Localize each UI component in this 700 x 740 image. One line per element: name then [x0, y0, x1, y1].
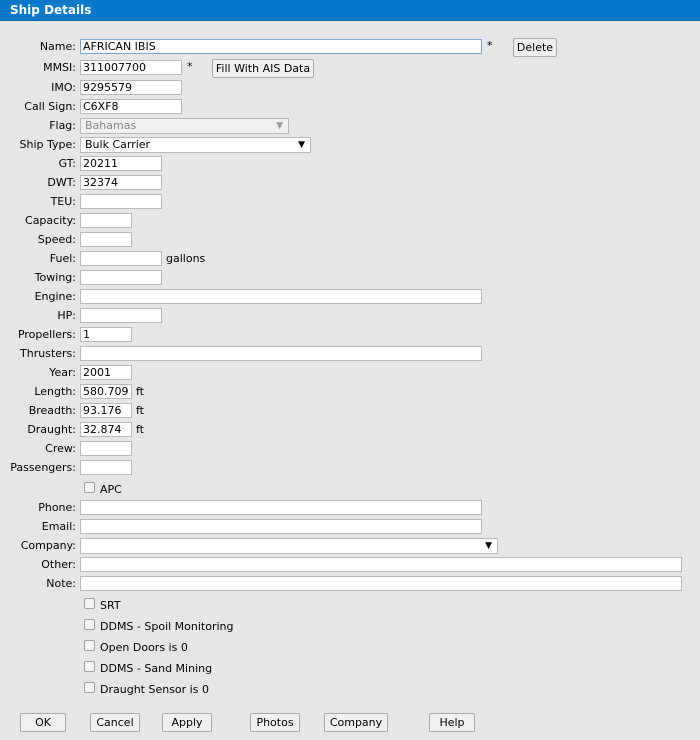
- propellers-label: Propellers:: [17, 328, 76, 341]
- towing-input[interactable]: [80, 270, 162, 285]
- imo-input[interactable]: 9295579: [80, 80, 182, 95]
- phone-label: Phone:: [38, 501, 76, 514]
- ddms-spoil-monitoring-checkbox[interactable]: [84, 619, 95, 630]
- note-label: Note:: [46, 577, 76, 590]
- company-select[interactable]: [80, 538, 498, 554]
- thrusters-input[interactable]: [80, 346, 482, 361]
- callsign-label: Call Sign:: [24, 100, 76, 113]
- ddms-sand-mining-checkbox-label[interactable]: DDMS - Sand Mining: [100, 662, 213, 675]
- apc-checkbox[interactable]: [84, 482, 95, 493]
- gt-label: GT:: [58, 157, 76, 170]
- email-label: Email:: [41, 520, 76, 533]
- fuel-input[interactable]: [80, 251, 162, 266]
- mmsi-required-marker: *: [187, 60, 193, 73]
- other-label: Other:: [41, 558, 76, 571]
- capacity-input[interactable]: [80, 213, 132, 228]
- gt-input[interactable]: 20211: [80, 156, 162, 171]
- shiptype-label: Ship Type:: [19, 138, 76, 151]
- dialog-titlebar: [0, 0, 700, 21]
- year-input[interactable]: 2001: [80, 365, 132, 380]
- length-label: Length:: [34, 385, 76, 398]
- note-input[interactable]: [80, 576, 682, 591]
- passengers-input[interactable]: [80, 460, 132, 475]
- breadth-label: Breadth:: [28, 404, 76, 417]
- length-input[interactable]: 580.709: [80, 384, 132, 399]
- imo-label: IMO:: [51, 81, 76, 94]
- speed-input[interactable]: [80, 232, 132, 247]
- dwt-input[interactable]: 32374: [80, 175, 162, 190]
- delete-button[interactable]: Delete: [513, 38, 557, 57]
- teu-input[interactable]: [80, 194, 162, 209]
- flag-select: [80, 118, 289, 134]
- company-label: Company:: [20, 539, 76, 552]
- capacity-label: Capacity:: [25, 214, 76, 227]
- chevron-down-icon[interactable]: ▼: [298, 140, 305, 150]
- shiptype-select-value: Bulk Carrier: [85, 138, 151, 151]
- propellers-input[interactable]: 1: [80, 327, 132, 342]
- crew-label: Crew:: [45, 442, 76, 455]
- year-label: Year:: [49, 366, 76, 379]
- apply-button[interactable]: Apply: [162, 713, 212, 732]
- photos-button[interactable]: Photos: [250, 713, 300, 732]
- email-input[interactable]: [80, 519, 482, 534]
- ddms-spoil-monitoring-checkbox-label[interactable]: DDMS - Spoil Monitoring: [100, 620, 234, 633]
- length-unit: ft: [136, 385, 144, 398]
- name-required-marker: *: [487, 39, 493, 52]
- chevron-down-icon: ▼: [276, 121, 283, 131]
- open-doors-checkbox[interactable]: [84, 640, 95, 651]
- help-button[interactable]: Help: [429, 713, 475, 732]
- srt-checkbox-label[interactable]: SRT: [100, 599, 121, 612]
- shiptype-select[interactable]: [80, 137, 311, 153]
- name-input[interactable]: AFRICAN IBIS: [80, 39, 482, 54]
- fuel-label: Fuel:: [49, 252, 76, 265]
- engine-input[interactable]: [80, 289, 482, 304]
- open-doors-checkbox-label[interactable]: Open Doors is 0: [100, 641, 188, 654]
- teu-label: TEU:: [50, 195, 76, 208]
- cancel-button[interactable]: Cancel: [90, 713, 140, 732]
- draught-sensor-checkbox[interactable]: [84, 682, 95, 693]
- draught-input[interactable]: 32.874: [80, 422, 132, 437]
- crew-input[interactable]: [80, 441, 132, 456]
- fuel-unit: gallons: [166, 252, 206, 265]
- draught-sensor-checkbox-label[interactable]: Draught Sensor is 0: [100, 683, 209, 696]
- flag-label: Flag:: [49, 119, 76, 132]
- fill-ais-data-button[interactable]: Fill With AIS Data: [212, 59, 314, 78]
- company-button[interactable]: Company: [324, 713, 388, 732]
- chevron-down-icon[interactable]: ▼: [485, 541, 492, 551]
- breadth-input[interactable]: 93.176: [80, 403, 132, 418]
- callsign-input[interactable]: C6XF8: [80, 99, 182, 114]
- other-input[interactable]: [80, 557, 682, 572]
- draught-unit: ft: [136, 423, 144, 436]
- breadth-unit: ft: [136, 404, 144, 417]
- draught-label: Draught:: [27, 423, 76, 436]
- flag-select-value: Bahamas: [85, 119, 137, 132]
- mmsi-label: MMSI:: [43, 61, 76, 74]
- mmsi-input[interactable]: 311007700: [80, 60, 182, 75]
- hp-input[interactable]: [80, 308, 162, 323]
- hp-label: HP:: [57, 309, 76, 322]
- dialog-title: Ship Details: [10, 3, 92, 17]
- speed-label: Speed:: [37, 233, 76, 246]
- thrusters-label: Thrusters:: [20, 347, 76, 360]
- engine-label: Engine:: [34, 290, 76, 303]
- towing-label: Towing:: [34, 271, 76, 284]
- dwt-label: DWT:: [47, 176, 76, 189]
- ok-button[interactable]: OK: [20, 713, 66, 732]
- phone-input[interactable]: [80, 500, 482, 515]
- apc-checkbox-label[interactable]: APC: [100, 483, 122, 496]
- passengers-label: Passengers:: [10, 461, 76, 474]
- name-label: Name:: [39, 40, 76, 53]
- ddms-sand-mining-checkbox[interactable]: [84, 661, 95, 672]
- srt-checkbox[interactable]: [84, 598, 95, 609]
